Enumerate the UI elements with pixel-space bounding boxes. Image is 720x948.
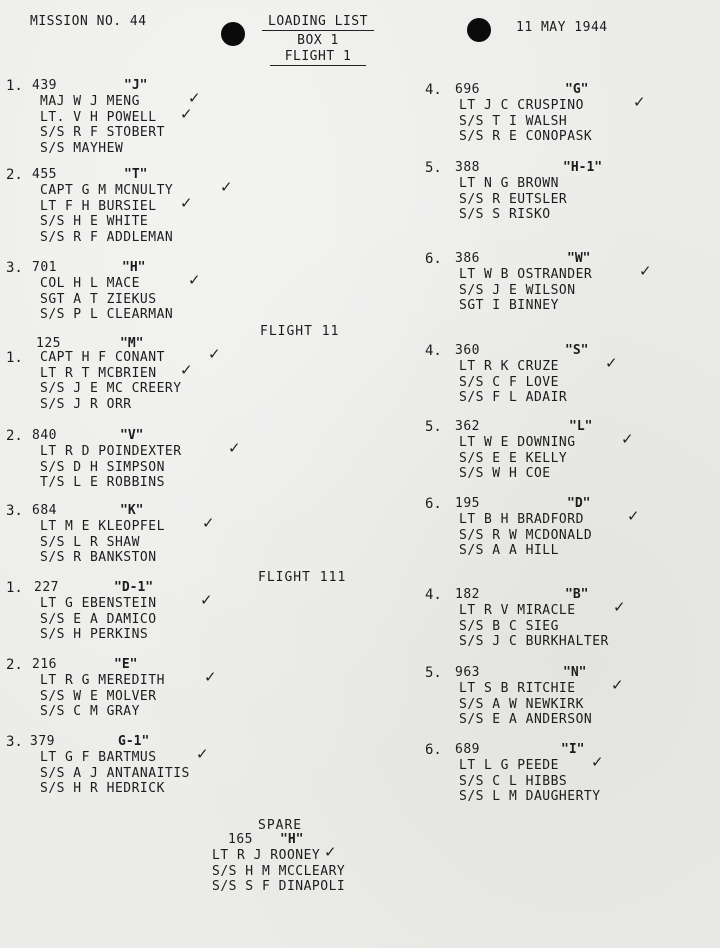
crew-member: LT J C CRUSPINO (459, 98, 584, 113)
crew-member: LT R D POINDEXTER (40, 444, 182, 459)
crew-member: S/S R F STOBERT (40, 125, 165, 140)
crew-member: S/S H M MCCLEARY (212, 863, 346, 879)
crew-member: S/S R F ADDLEMAN (40, 229, 174, 245)
aircraft-number: 182 (455, 587, 480, 602)
aircraft-code: "K" (120, 503, 144, 518)
aircraft-code: "V" (120, 428, 144, 443)
checkmark-icon: ✓ (188, 271, 201, 289)
crew-member: S/S A W NEWKIRK (459, 696, 584, 712)
crew-member: LT R T MCBRIEN (40, 365, 157, 381)
aircraft-number: 439 (32, 78, 57, 93)
crew-member: S/S J E WILSON (459, 282, 576, 298)
crew-member: LT B H BRADFORD (459, 512, 584, 527)
checkmark-icon: ✓ (204, 668, 217, 686)
crew-member: SGT A T ZIEKUS (40, 291, 157, 307)
crew-member: S/S H PERKINS (40, 627, 149, 642)
checkmark-icon: ✓ (605, 354, 618, 372)
checkmark-icon: ✓ (633, 93, 646, 111)
aircraft-number: 216 (32, 657, 57, 672)
crew-member: LT L G PEEDE (459, 758, 559, 773)
aircraft-code: "M" (120, 336, 144, 351)
aircraft-code: "D" (567, 496, 591, 511)
checkmark-icon: ✓ (188, 89, 201, 107)
crew-member: S/S A J ANTANAITIS (40, 765, 190, 781)
punch-hole-right (467, 18, 491, 42)
entry-number: 5. (425, 665, 442, 681)
crew-member: S/S R BANKSTON (40, 550, 157, 565)
crew-member: LT G EBENSTEIN (40, 596, 157, 611)
aircraft-number: 689 (455, 742, 480, 757)
entry-number: 5. (425, 419, 442, 435)
aircraft-code: "H-1" (563, 160, 603, 175)
aircraft-code: "T" (124, 167, 148, 182)
crew-member: S/S S RISKO (459, 207, 551, 222)
aircraft-number: 963 (455, 665, 480, 680)
crew-member: S/S J C BURKHALTER (459, 634, 609, 649)
crew-member: MAJ W J MENG (40, 94, 140, 109)
aircraft-code: "L" (569, 419, 593, 434)
entry-number: 2. (6, 428, 23, 444)
entry-number: 6. (425, 496, 442, 512)
entry-number: 3. (6, 260, 23, 276)
aircraft-number: 360 (455, 343, 480, 358)
aircraft-number: 701 (32, 260, 57, 275)
crew-member: SGT I BINNEY (459, 298, 559, 313)
entry-number: 1. (6, 350, 23, 366)
aircraft-code: "I" (561, 742, 585, 757)
crew-member: S/S J E MC CREERY (40, 381, 182, 396)
entry-number: 6. (425, 742, 442, 758)
spare-label: SPARE (258, 818, 303, 833)
crew-member: LT W E DOWNING (459, 435, 576, 450)
crew-member: LT M E KLEOPFEL (40, 519, 165, 534)
crew-member: COL H L MACE (40, 276, 140, 291)
crew-member: S/S W E MOLVER (40, 688, 157, 704)
crew-member: S/S R EUTSLER (459, 191, 568, 207)
entry-number: 1. (6, 580, 23, 596)
crew-member: LT N G BROWN (459, 176, 559, 191)
aircraft-number: 840 (32, 428, 57, 443)
aircraft-code: "H" (280, 832, 304, 847)
aircraft-code: "S" (565, 343, 589, 358)
aircraft-number: 388 (455, 160, 480, 175)
checkmark-icon: ✓ (200, 591, 213, 609)
flight-11-label: FLIGHT 11 (260, 324, 340, 339)
crew-member: S/S L M DAUGHERTY (459, 789, 601, 804)
crew-member: S/S F L ADAIR (459, 390, 568, 405)
document-title: LOADING LIST (262, 14, 374, 31)
crew-member: S/S C L HIBBS (459, 773, 568, 789)
entry-number: 4. (425, 587, 442, 603)
crew-member: S/S R E CONOPASK (459, 129, 593, 144)
aircraft-code: "N" (563, 665, 587, 680)
aircraft-number: 195 (455, 496, 480, 511)
crew-member: LT R G MEREDITH (40, 673, 165, 688)
crew-member: T/S L E ROBBINS (40, 475, 165, 490)
crew-member: S/S E A ANDERSON (459, 712, 593, 727)
aircraft-number: 165 (228, 832, 253, 847)
document-date: 11 MAY 1944 (516, 20, 608, 35)
aircraft-number: 696 (455, 82, 480, 97)
aircraft-number: 455 (32, 167, 57, 182)
crew-member: S/S S F DINAPOLI (212, 879, 346, 894)
aircraft-code: "E" (114, 657, 138, 672)
crew-member: S/S H E WHITE (40, 214, 149, 229)
entry-number: 5. (425, 160, 442, 176)
box-label: BOX 1 (297, 33, 339, 48)
crew-member: S/S L R SHAW (40, 534, 140, 550)
crew-member: S/S E E KELLY (459, 450, 568, 466)
crew-member: S/S T I WALSH (459, 113, 568, 129)
aircraft-number: 362 (455, 419, 480, 434)
aircraft-number: 386 (455, 251, 480, 266)
crew-member: CAPT G M MCNULTY (40, 183, 174, 198)
aircraft-code: "J" (124, 78, 148, 93)
entry-number: 6. (425, 251, 442, 267)
crew-member: LT R J ROONEY (212, 848, 321, 863)
aircraft-number: 227 (34, 580, 59, 595)
checkmark-icon: ✓ (196, 745, 209, 763)
aircraft-number: 684 (32, 503, 57, 518)
aircraft-number: 379 (30, 734, 55, 749)
aircraft-code: "D-1" (114, 580, 154, 595)
checkmark-icon: ✓ (180, 360, 193, 379)
crew-member: S/S J R ORR (40, 396, 132, 412)
crew-member: S/S MAYHEW (40, 140, 124, 156)
header-block (262, 14, 374, 66)
checkmark-icon: ✓ (324, 843, 337, 861)
crew-member: LT R K CRUZE (459, 359, 559, 374)
checkmark-icon: ✓ (202, 514, 215, 532)
checkmark-icon: ✓ (591, 753, 604, 771)
entry-number: 1. (6, 78, 23, 94)
flight-label-header: FLIGHT 1 (270, 49, 366, 66)
crew-member: S/S P L CLEARMAN (40, 307, 174, 322)
checkmark-icon: ✓ (639, 262, 652, 280)
entry-number: 4. (425, 343, 442, 359)
checkmark-icon: ✓ (613, 598, 626, 616)
crew-member: S/S D H SIMPSON (40, 459, 165, 475)
entry-number: 2. (6, 167, 23, 183)
crew-member: LT S B RITCHIE (459, 681, 576, 696)
entry-number: 2. (6, 657, 23, 673)
crew-member: S/S W H COE (459, 466, 551, 481)
checkmark-icon: ✓ (220, 178, 233, 196)
entry-number: 3. (6, 503, 23, 519)
aircraft-code: "H" (122, 260, 146, 275)
entry-number: 4. (425, 82, 442, 98)
crew-member: S/S B C SIEG (459, 618, 559, 634)
checkmark-icon: ✓ (180, 104, 193, 123)
entry-number: 3. (6, 734, 23, 750)
aircraft-code: "B" (565, 587, 589, 602)
crew-member: LT R V MIRACLE (459, 603, 576, 618)
crew-member: S/S C M GRAY (40, 704, 140, 719)
crew-member: CAPT H F CONANT (40, 350, 165, 365)
aircraft-code: G-1" (118, 734, 150, 749)
checkmark-icon: ✓ (208, 345, 221, 363)
aircraft-code: "W" (567, 251, 591, 266)
aircraft-number: 125 (36, 336, 61, 351)
mission-number: MISSION NO. 44 (30, 14, 147, 29)
checkmark-icon: ✓ (180, 193, 193, 212)
crew-member: S/S A A HILL (459, 543, 559, 558)
checkmark-icon: ✓ (611, 676, 624, 694)
checkmark-icon: ✓ (621, 430, 634, 448)
punch-hole-left (221, 22, 245, 46)
crew-member: LT W B OSTRANDER (459, 267, 593, 282)
crew-member: LT. V H POWELL (40, 109, 157, 125)
checkmark-icon: ✓ (627, 507, 640, 525)
flight-111-label: FLIGHT 111 (258, 570, 347, 585)
aircraft-code: "G" (565, 82, 589, 97)
crew-member: S/S H R HEDRICK (40, 781, 165, 796)
crew-member: LT F H BURSIEL (40, 198, 157, 214)
checkmark-icon: ✓ (228, 439, 241, 457)
crew-member: S/S E A DAMICO (40, 611, 157, 627)
crew-member: S/S R W MCDONALD (459, 527, 593, 543)
crew-member: LT G F BARTMUS (40, 750, 157, 765)
crew-member: S/S C F LOVE (459, 374, 559, 390)
